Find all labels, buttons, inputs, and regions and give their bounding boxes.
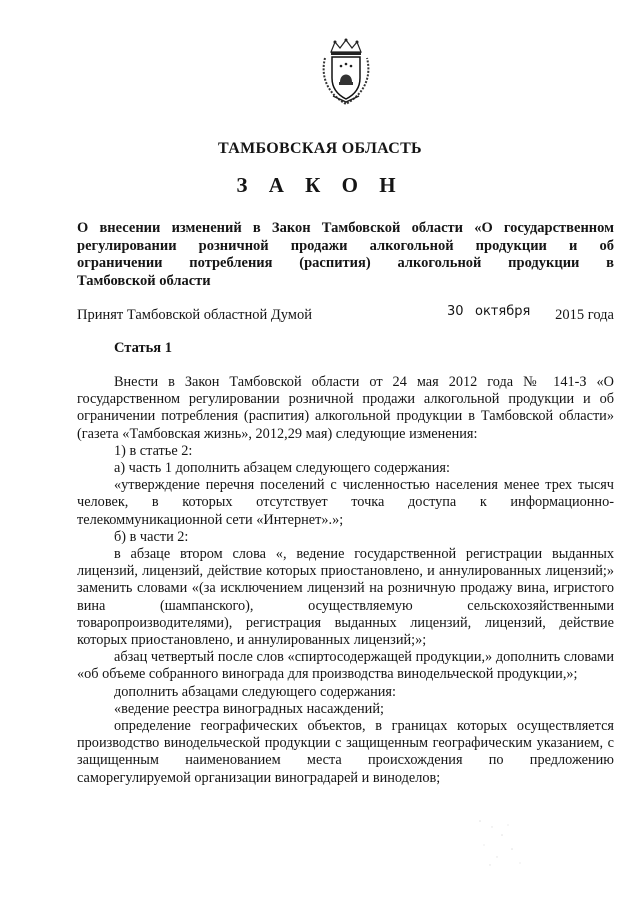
paragraph: «утверждение перечня поселений с численностью населения менее трех тысяч человек, в которых отсутствует точка доступа к информационно-телекоммуникационной сети «Интернет».»; — [77, 477, 614, 528]
article-heading: Статья 1 — [114, 340, 172, 356]
region-title: ТАМБОВСКАЯ ОБЛАСТЬ — [218, 140, 422, 157]
paragraph: 1) в статье 2: — [114, 442, 193, 459]
adoption-text: Принят Тамбовской областной Думой — [77, 307, 312, 323]
law-title-line-2: регулировании розничной продажи алкогольной продукции и об — [77, 237, 614, 254]
paragraph: дополнить абзацами следующего содержания: — [114, 683, 396, 700]
adoption-month: октября — [475, 304, 531, 319]
law-title-line-4: Тамбовской области — [77, 272, 211, 289]
paragraph: в абзаце втором слова «, ведение государственной регистрации выданных лицензий, лицензий, действие которых приостановлено, и аннулированных лицензий;» заменить словами «(за исключением лицензий на розничную продажу вина, игристого вина (шампанского), осуществляемую сельскохозяйственными товаропроизводителями), регистрация выданных лицензий, лицензий, действие которых приостановлено, и аннулированных лицензий;»; — [77, 546, 614, 649]
paragraph: «ведение реестра виноградных насаждений; — [114, 700, 384, 717]
article-body — [77, 374, 614, 787]
law-title — [77, 220, 614, 290]
adoption-year: 2015 года — [555, 307, 614, 323]
law-title-line-3: ограничении потребления (распития) алкогольной продукции в — [77, 255, 614, 271]
faint-stamp-mark — [472, 815, 532, 870]
paragraph: определение географических объектов, в границах которых осуществляется производство винодельческой продукции с защищенным географическим указанием, с защищенным наименованием места происхождения по предложению саморегулируемой организации виноградарей и виноделов; — [77, 718, 614, 786]
adoption-day: 30 — [447, 304, 464, 319]
law-title-line-1: О внесении изменений в Закон Тамбовской области «О государственном — [77, 220, 614, 236]
paragraph: а) часть 1 дополнить абзацем следующего содержания: — [114, 460, 450, 477]
adoption-line — [77, 304, 614, 324]
document-type: З А К О Н — [236, 173, 404, 197]
paragraph: б) в части 2: — [114, 528, 189, 545]
coat-of-arms-icon — [319, 38, 373, 106]
paragraph: абзац четвертый после слов «спиртосодержащей продукции,» дополнить словами «об объеме собранного винограда для производства винодельческой продукции,»; — [77, 649, 614, 683]
paragraph: Внести в Закон Тамбовской области от 24 мая 2012 года № 141-З «О государственном регулировании розничной продажи алкогольной продукции и об ограничении потребления (распития) алкогольной продукции в Тамбовской области» (газета «Тамбовская жизнь», 2012,29 мая) следующие изменения: — [77, 374, 614, 442]
